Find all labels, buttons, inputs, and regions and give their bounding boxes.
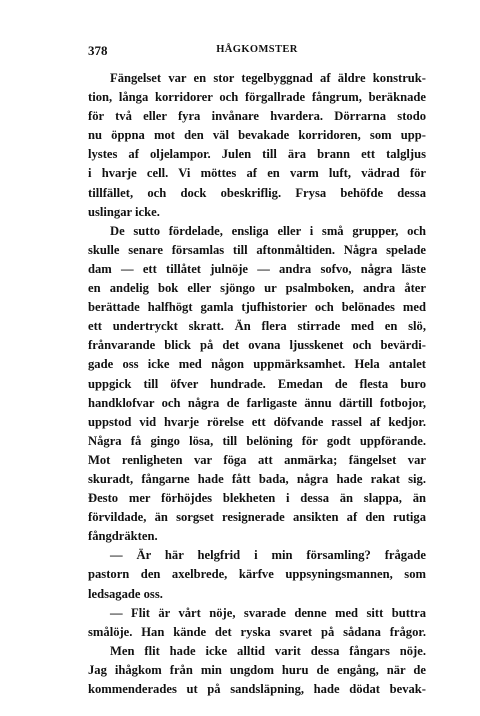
text-line: fångdräkten. bbox=[88, 529, 158, 544]
text-line: uppstod vid hvarje rörelse ett döfvande rassel af kedjor. bbox=[88, 414, 426, 429]
text-line: skuradt, fångarne hade fått bada, några hade rakat sig. bbox=[88, 471, 426, 486]
text-line: skulle senare församlas till aftonmåltiden. Några spelade bbox=[88, 242, 426, 257]
text-line: Några få gingo lösa, till belöning för godt uppförande. bbox=[88, 433, 426, 448]
text-line: frånvarande blick på det ovana ljusskenet och bevärdi- bbox=[88, 338, 426, 353]
text-line: Ðesto mer förhöjdes blekheten i dessa än slappa, än bbox=[88, 491, 426, 506]
body-text bbox=[88, 69, 426, 699]
text-line: — Flit är vårt nöje, svarade denne med sitt buttra bbox=[110, 605, 426, 620]
text-line: smålöje. Han kände det ryska svaret på sådana frågor. bbox=[88, 624, 426, 639]
text-line: tion, långa korridorer och förgallrade fångrum, beräknade bbox=[88, 90, 426, 105]
text-line: ett undertryckt skratt. Än flera stirrade med en slö, bbox=[88, 319, 426, 334]
text-line: uppgick till öfver hundrade. Emedan de flesta buro bbox=[88, 376, 426, 391]
text-line: handklofvar och några de farligaste ännu därtill fotbojor, bbox=[88, 395, 426, 410]
text-line: en andelig bok eller sjöngo ur psalmboken, andra åter bbox=[88, 281, 426, 296]
text-line: för två eller fyra invånare hvardera. Dörrarna stodo bbox=[88, 109, 426, 124]
text-line: gade oss icke med någon uppmärksamhet. Hela antalet bbox=[88, 357, 426, 372]
text-line: ledsagade oss. bbox=[88, 586, 163, 601]
text-line: Fängelset var en stor tegelbyggnad af äldre konstruk- bbox=[110, 71, 426, 85]
text-line: förvildade, än sorgset resignerade ansikten af den rutiga bbox=[88, 510, 426, 525]
text-line: uslingar icke. bbox=[88, 204, 160, 219]
running-head: HÅGKOMSTER bbox=[216, 44, 298, 55]
text-line: — Är här helgfrid i min församling? frågade bbox=[110, 548, 426, 563]
text-line: berättade halfhögt gamla tjufhistorier och belönades med bbox=[88, 300, 426, 315]
text-line: tillfället, och dock obeskriflig. Frysa behöfde dessa bbox=[88, 185, 426, 200]
text-line: Mot renligheten var föga att anmärka; fängelset var bbox=[88, 452, 426, 467]
text-line: kommenderades ut på sandsläpning, hade dödat bevak- bbox=[88, 682, 426, 696]
text-line: dam — ett tillåtet julnöje — andra sofvo, några läste bbox=[88, 261, 426, 276]
text-line: lystes af oljelampor. Julen till ära brann ett talgljus bbox=[88, 147, 426, 162]
page-header bbox=[88, 43, 426, 61]
text-line: De sutto fördelade, ensliga eller i små grupper, och bbox=[110, 223, 426, 238]
text-line: pastorn den axelbrede, kärfve uppsyningsmannen, som bbox=[88, 567, 426, 582]
text-line: nu öppna mot den väl bevakade korridoren, som upp- bbox=[88, 128, 426, 143]
page-number: 378 bbox=[88, 43, 108, 58]
text-line: Jag ihågkom från min ungdom huru de engång, när de bbox=[88, 662, 426, 677]
text-line: i hvarje cell. Vi möttes af en varm luft, vädrad för bbox=[88, 166, 426, 181]
text-line: Men flit hade icke alltid varit dessa fångars nöje. bbox=[110, 643, 426, 658]
